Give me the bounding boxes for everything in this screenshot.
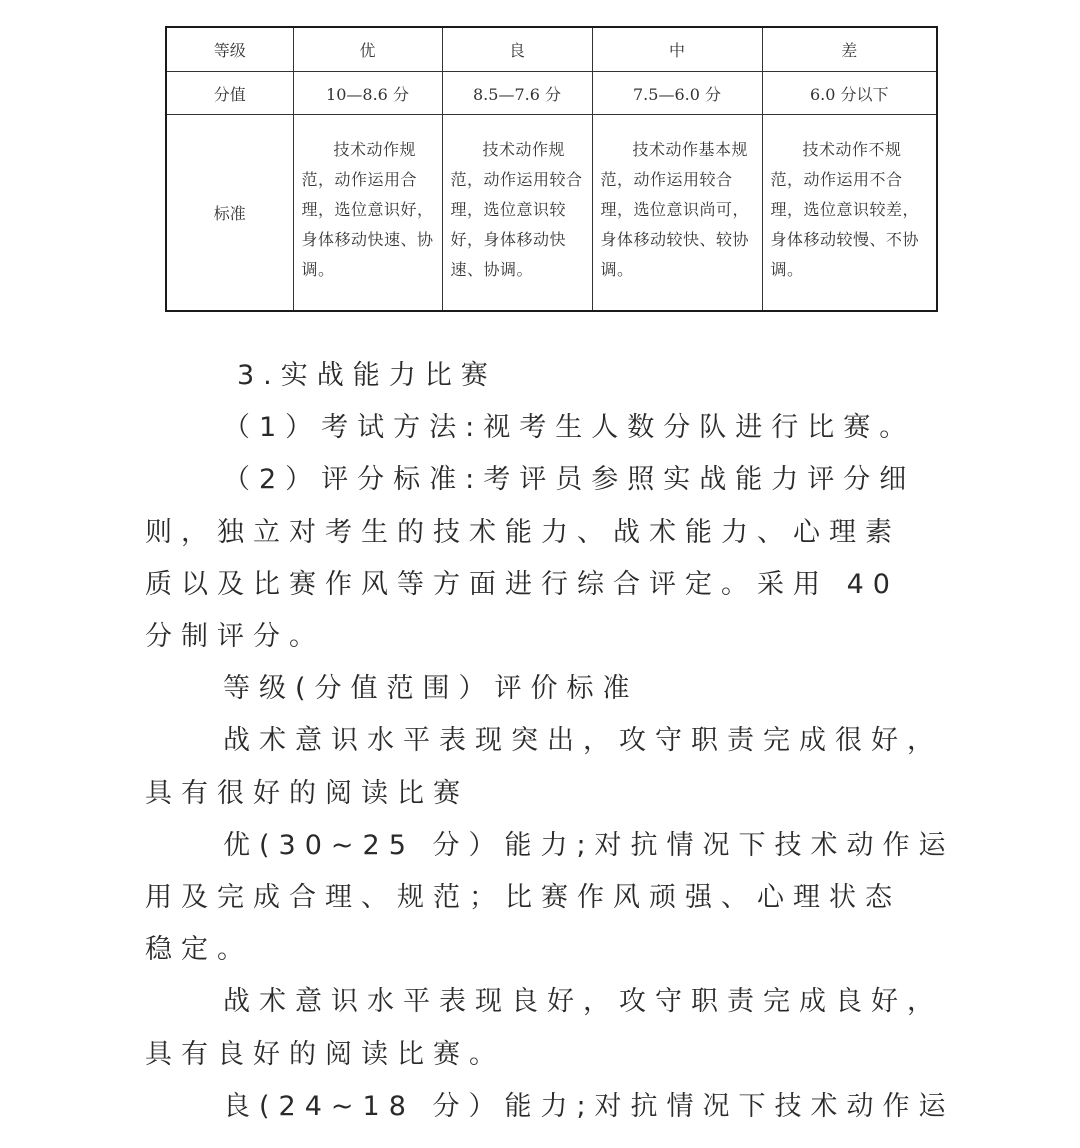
table-row-score [166,72,937,115]
table-row-criteria [166,115,937,312]
criteria-cell-poor: 技术动作不规范，动作运用不合理，选位意识较差，身体移动较慢、不协调。 [762,115,937,312]
score-cell-excellent: 10—8.6 分 [293,72,442,115]
text-line: （1）考试方法:视考生人数分队进行比赛。 [223,412,916,444]
text-line: 则，独立对考生的技术能力、战术能力、心理素 [145,516,901,548]
grading-table [165,26,938,312]
header-cell-medium: 中 [592,27,762,72]
text-line: 良(24~18 分）能力;对抗情况下技术动作运 [223,1090,955,1122]
text-line: 用及完成合理、规范；比赛作风顽强、心理状态 [145,882,901,914]
header-cell-grade: 等级 [166,27,293,72]
table-row-grade [166,27,937,72]
score-cell-good: 8.5—7.6 分 [442,72,592,115]
text-line: 稳定。 [145,934,253,966]
header-cell-good: 良 [442,27,592,72]
criteria-cell-good: 技术动作规范，动作运用较合理，选位意识较好，身体移动快速、协调。 [442,115,592,312]
text-line: 质以及比赛作风等方面进行综合评定。采用 40 [145,568,899,600]
header-cell-excellent: 优 [293,27,442,72]
section-heading: 3.实战能力比赛 [237,360,497,391]
text-line: 优(30~25 分）能力;对抗情况下技术动作运 [223,829,955,861]
text-line: 等级(分值范围）评价标准 [223,673,639,705]
score-label-cell: 分值 [166,72,293,115]
text-line: （2）评分标准:考评员参照实战能力评分细 [223,464,916,496]
text-line: 战术意识水平表现良好，攻守职责完成良好， [223,986,943,1018]
text-line: 具有很好的阅读比赛 [145,777,469,809]
document-body [145,350,955,1133]
text-line: 战术意识水平表现突出，攻守职责完成很好， [223,725,943,757]
criteria-cell-medium: 技术动作基本规范，动作运用较合理，选位意识尚可，身体移动较快、较协调。 [592,115,762,312]
header-cell-poor: 差 [762,27,937,72]
text-line: 分制评分。 [145,621,325,653]
criteria-label-cell: 标准 [166,115,293,312]
score-cell-poor: 6.0 分以下 [762,72,937,115]
score-cell-medium: 7.5—6.0 分 [592,72,762,115]
criteria-cell-excellent: 技术动作规范，动作运用合理，选位意识好，身体移动快速、协调。 [293,115,442,312]
text-line: 具有良好的阅读比赛。 [145,1038,505,1070]
